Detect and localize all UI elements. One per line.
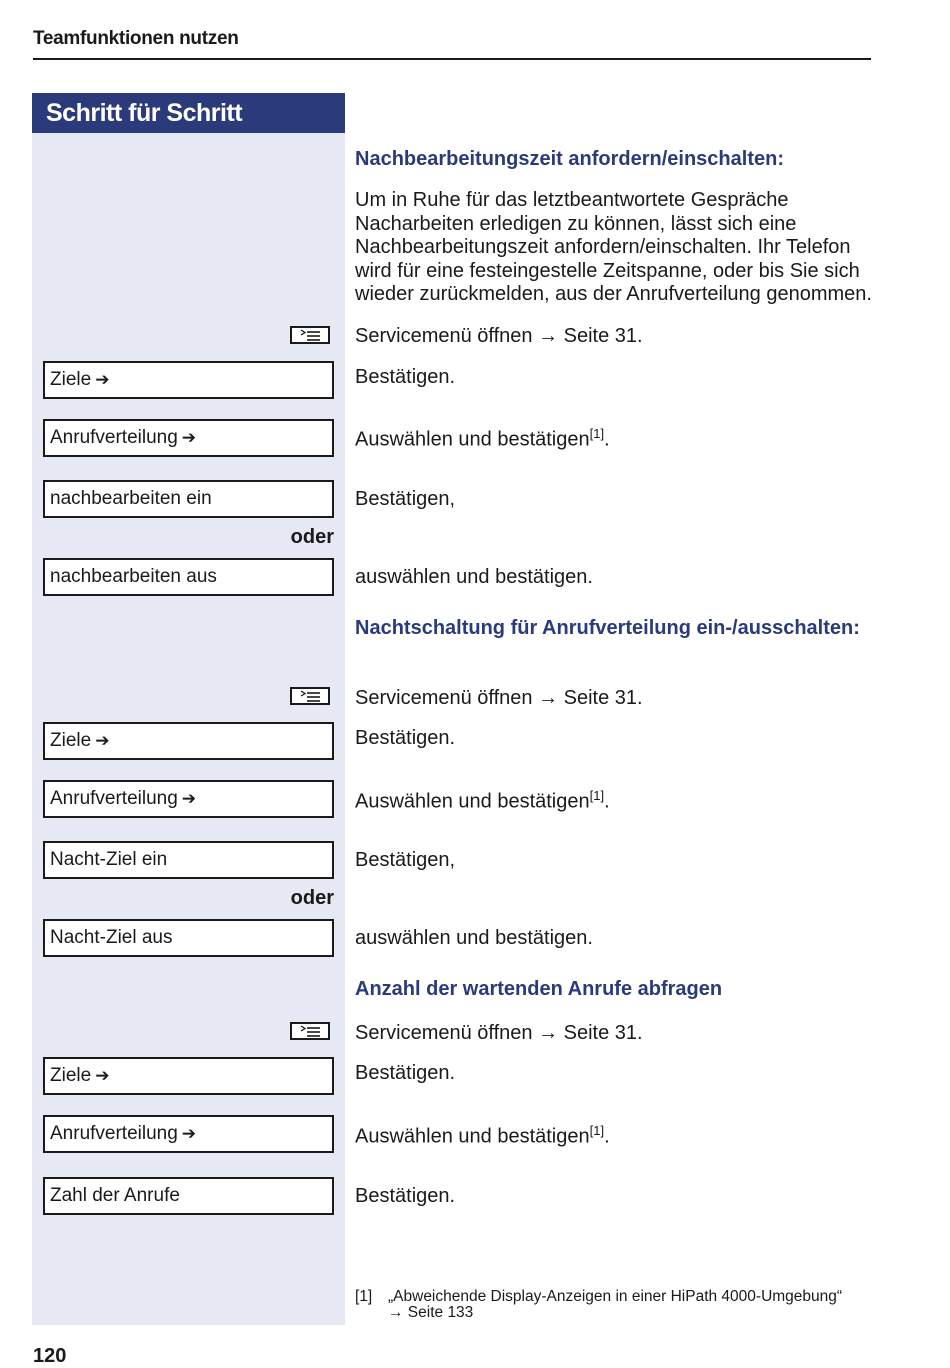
step-text: Servicemenü öffnen → Seite 31.: [355, 687, 643, 709]
section-heading: Nachbearbeitungszeit anfordern/einschalten:: [355, 148, 784, 170]
display-option-anrufverteilung[interactable]: Anrufverteilung ➔: [43, 1115, 334, 1153]
service-menu-icon: [290, 326, 330, 344]
step-by-step-title: Schritt für Schritt: [32, 93, 345, 133]
step-text: Servicemenü öffnen → Seite 31.: [355, 1022, 643, 1044]
arrow-right-icon: ➔: [95, 370, 110, 389]
display-option-anrufverteilung[interactable]: Anrufverteilung ➔: [43, 780, 334, 818]
display-option-zahl-der-anrufe[interactable]: Zahl der Anrufe: [43, 1177, 334, 1215]
oder-label: oder: [290, 887, 334, 909]
step-text: Auswählen und bestätigen[1].: [355, 426, 610, 451]
display-option-nachbearbeiten-ein[interactable]: nachbearbeiten ein: [43, 480, 334, 518]
footnote-number: [1]: [355, 1288, 373, 1305]
arrow-right-icon: ➔: [181, 789, 197, 808]
oder-label: oder: [290, 526, 334, 548]
step-text: Bestätigen.: [355, 1062, 456, 1084]
arrow-right-icon: ➔: [181, 428, 197, 447]
arrow-right-icon: ➔: [181, 1124, 197, 1143]
step-text: Auswählen und bestätigen[1].: [355, 788, 610, 813]
running-header: Teamfunktionen nutzen: [33, 28, 239, 49]
section-intro: Um in Ruhe für das letztbeantwortete Gespräche Nacharbeiten erledigen zu können, lässt sich eine Nachbearbeitungszeit anfordern/einschalten. Ihr Telefon wird für eine festeingestelle Zeitspanne, oder bis Sie sich wieder zurückmelden, aus der Anrufverteilung genommen.: [355, 189, 872, 305]
arrow-right-icon: ➔: [95, 1066, 110, 1085]
arrow-right-icon: ➔: [95, 731, 110, 750]
display-option-anrufverteilung[interactable]: Anrufverteilung ➔: [43, 419, 334, 457]
footnote: [355, 1289, 875, 1325]
step-text: Servicemenü öffnen → Seite 31.: [355, 325, 643, 347]
display-option-nachbearbeiten-aus[interactable]: nachbearbeiten aus: [43, 558, 334, 596]
step-text: auswählen und bestätigen.: [355, 927, 593, 949]
step-text: Bestätigen,: [355, 488, 456, 510]
footnote-ref: [1]: [589, 426, 605, 441]
display-option-ziele[interactable]: Ziele ➔: [43, 1057, 334, 1095]
step-text: Bestätigen.: [355, 1185, 456, 1207]
section-heading: Anzahl der wartenden Anrufe abfragen: [355, 978, 723, 1000]
page-number: 120: [33, 1345, 67, 1367]
service-menu-icon: [290, 687, 330, 705]
section-heading: Nachtschaltung für Anrufverteilung ein-/ausschalten:: [355, 617, 860, 639]
step-text: Bestätigen.: [355, 727, 456, 749]
service-menu-icon: [290, 1022, 330, 1040]
header-rule: [33, 58, 871, 60]
footnote-ref: [1]: [589, 1123, 605, 1138]
display-option-nacht-ziel-aus[interactable]: Nacht-Ziel aus: [43, 919, 334, 957]
display-option-ziele[interactable]: Ziele ➔: [43, 722, 334, 760]
step-text: Auswählen und bestätigen[1].: [355, 1123, 610, 1148]
footnote-text: „Abweichende Display-Anzeigen in einer HiPath 4000-Umgebung“ → Seite 133: [388, 1288, 843, 1321]
step-text: auswählen und bestätigen.: [355, 566, 593, 588]
footnote-ref: [1]: [589, 788, 605, 803]
step-text: Bestätigen.: [355, 366, 456, 388]
step-text: Bestätigen,: [355, 849, 456, 871]
display-option-nacht-ziel-ein[interactable]: Nacht-Ziel ein: [43, 841, 334, 879]
display-option-ziele[interactable]: Ziele ➔: [43, 361, 334, 399]
